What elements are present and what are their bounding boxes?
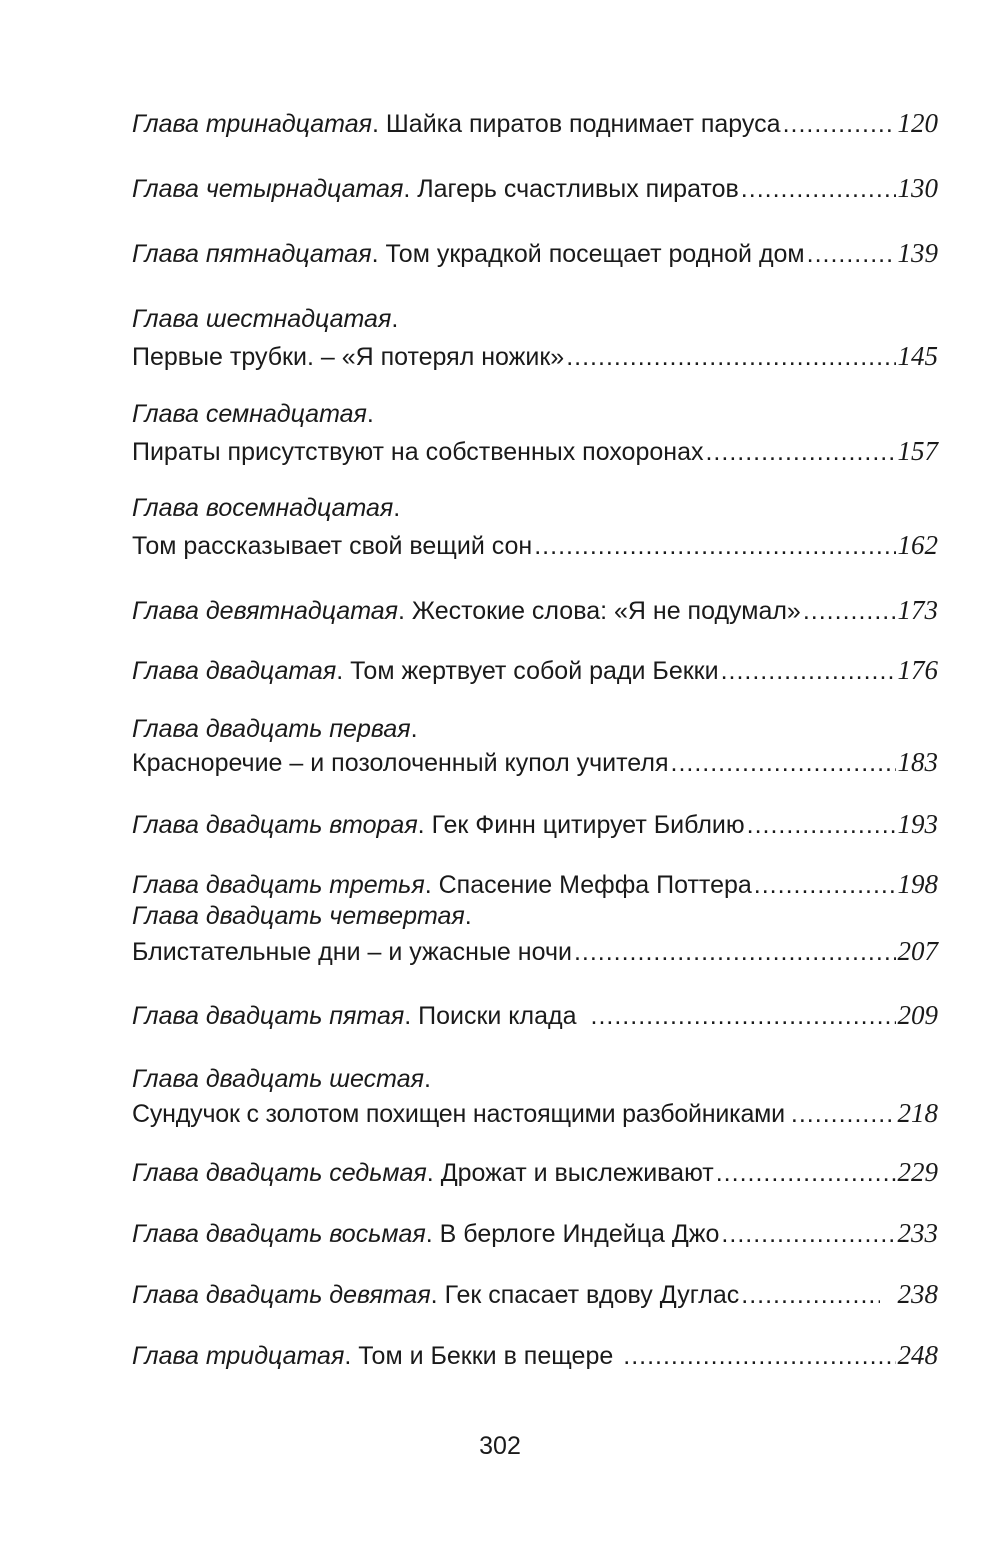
- toc-line: [132, 901, 938, 931]
- toc-line: [132, 655, 938, 685]
- toc-entry: [132, 1064, 938, 1128]
- chapter-label: Глава двадцатая: [132, 657, 337, 685]
- chapter-label: Глава четырнадцатая: [132, 175, 404, 203]
- chapter-label: Глава двадцать первая: [132, 715, 411, 743]
- page-ref: 233: [897, 1218, 938, 1248]
- toc-line: [132, 1218, 938, 1248]
- toc-entry: [132, 1000, 938, 1030]
- chapter-title: Пираты присутствуют на собственных похоронах: [132, 438, 704, 466]
- chapter-title: Поиски клада: [418, 1002, 577, 1030]
- chapter-title: Жестокие слова: «Я не подумал»: [411, 597, 801, 625]
- page-ref: 145: [897, 341, 938, 371]
- toc-entry: [132, 1218, 938, 1248]
- separator: .: [424, 871, 439, 899]
- page-ref: 176: [897, 655, 938, 685]
- page-ref: 173: [897, 595, 938, 625]
- toc-line: [132, 1279, 938, 1309]
- page-ref: 229: [897, 1157, 938, 1187]
- toc-line: [132, 238, 938, 268]
- dot-leader: [721, 656, 896, 686]
- toc-entry: [132, 655, 938, 685]
- page-ref: 248: [897, 1340, 938, 1370]
- page-ref: 162: [897, 530, 938, 560]
- separator: .: [371, 240, 386, 268]
- toc-line: [132, 436, 938, 466]
- toc-entry: [132, 595, 938, 625]
- chapter-title: Том рассказывает свой вещий сон: [132, 532, 533, 560]
- chapter-label: Глава шестнадцатая: [132, 305, 392, 333]
- toc-entry: [132, 304, 938, 371]
- page-ref: 183: [897, 747, 938, 777]
- dot-leader: [623, 1341, 895, 1371]
- toc-line: [132, 173, 938, 203]
- page-ref: 209: [897, 1000, 938, 1030]
- toc-entry: [132, 1279, 938, 1309]
- dot-leader: [671, 748, 896, 778]
- toc-line: [132, 304, 938, 334]
- page-ref: 207: [897, 936, 938, 966]
- chapter-label: Глава двадцать вторая: [132, 811, 418, 839]
- page-ref: 238: [897, 1279, 938, 1309]
- chapter-title: Шайка пиратов поднимает паруса: [385, 110, 781, 138]
- chapter-label: Глава тринадцатая: [132, 110, 372, 138]
- toc-line: [132, 714, 938, 744]
- page-ref: 193: [897, 809, 938, 839]
- toc-entry: [132, 238, 938, 268]
- dot-leader: [791, 1099, 896, 1129]
- separator: .: [398, 597, 412, 625]
- chapter-label: Глава двадцать пятая: [132, 1002, 405, 1030]
- toc-entry: [132, 901, 938, 966]
- separator: .: [426, 1159, 441, 1187]
- separator: .: [423, 1065, 431, 1093]
- chapter-label: Глава тридцатая: [132, 1342, 345, 1370]
- separator: .: [336, 657, 351, 685]
- toc-entry: [132, 1340, 938, 1370]
- toc-entry: [132, 869, 938, 899]
- separator: .: [366, 400, 374, 428]
- dot-leader: [705, 437, 895, 467]
- chapter-title: Дрожат и выслеживают: [440, 1159, 714, 1187]
- dot-leader: [741, 1280, 879, 1310]
- separator: .: [403, 175, 418, 203]
- toc-line: [132, 1064, 938, 1094]
- chapter-title: Красноречие – и позолоченный купол учителя: [132, 749, 669, 777]
- dot-leader: [721, 1219, 895, 1249]
- chapter-label: Глава двадцать седьмая: [132, 1159, 427, 1187]
- chapter-title: В берлоге Индейца Джо: [439, 1220, 720, 1248]
- dot-leader: [747, 810, 896, 840]
- dot-leader: [566, 342, 895, 372]
- dot-leader: [534, 531, 895, 561]
- dot-leader: [591, 1001, 896, 1031]
- chapter-title: Гек спасает вдову Дуглас: [444, 1281, 740, 1309]
- chapter-title: Спасение Меффа Поттера: [438, 871, 752, 899]
- chapter-title: Сундучок с золотом похищен настоящими разбойниками: [132, 1100, 785, 1128]
- toc-line: [132, 936, 938, 966]
- separator: .: [391, 305, 399, 333]
- dot-leader: [741, 174, 896, 204]
- chapter-label: Глава пятнадцатая: [132, 240, 372, 268]
- chapter-title: Первые трубки. – «Я потерял ножик»: [132, 343, 565, 371]
- toc-line: [132, 1098, 938, 1128]
- chapter-title: Том украдкой посещает родной дом: [385, 240, 805, 268]
- dot-leader: [574, 937, 896, 967]
- page-ref: 139: [897, 238, 938, 268]
- toc-entry: [132, 108, 938, 138]
- toc-entry: [132, 173, 938, 203]
- toc-line: [132, 747, 938, 777]
- chapter-title: Блистательные дни – и ужасные ночи: [132, 938, 572, 966]
- separator: .: [430, 1281, 445, 1309]
- chapter-label: Глава двадцать третья: [132, 871, 425, 899]
- dot-leader: [716, 1158, 896, 1188]
- toc-line: [132, 869, 938, 899]
- chapter-label: Глава двадцать восьмая: [132, 1220, 426, 1248]
- page-ref: 198: [897, 869, 938, 899]
- toc-line: [132, 399, 938, 429]
- toc-line: [132, 595, 938, 625]
- chapter-title: Лагерь счастливых пиратов: [417, 175, 739, 203]
- page-ref: 218: [897, 1098, 938, 1128]
- toc-line: [132, 341, 938, 371]
- chapter-label: Глава девятнадцатая: [132, 597, 399, 625]
- toc-entry: [132, 809, 938, 839]
- page-ref: 120: [897, 108, 938, 138]
- page-ref: 157: [897, 436, 938, 466]
- dot-leader: [783, 109, 896, 139]
- toc-line: [132, 1157, 938, 1187]
- chapter-label: Глава восемнадцатая: [132, 494, 394, 522]
- chapter-label: Глава двадцать девятая: [132, 1281, 431, 1309]
- chapter-title: Гек Финн цитирует Библию: [431, 811, 745, 839]
- separator: .: [371, 110, 386, 138]
- chapter-title: Том жертвует собой ради Бекки: [350, 657, 719, 685]
- separator: .: [425, 1220, 440, 1248]
- toc-line: [132, 493, 938, 523]
- separator: .: [404, 1002, 419, 1030]
- chapter-label: Глава двадцать четвертая: [132, 902, 465, 930]
- chapter-label: Глава двадцать шестая: [132, 1065, 424, 1093]
- dot-leader: [754, 870, 896, 900]
- dot-leader: [803, 596, 896, 626]
- separator: .: [410, 715, 418, 743]
- separator: .: [464, 902, 472, 930]
- toc-line: [132, 809, 938, 839]
- toc-line: [132, 530, 938, 560]
- separator: .: [417, 811, 432, 839]
- chapter-label: Глава семнадцатая: [132, 400, 367, 428]
- chapter-title: Том и Бекки в пещере: [358, 1342, 614, 1370]
- toc-entry: [132, 493, 938, 560]
- toc-entry: [132, 399, 938, 466]
- toc-line: [132, 108, 938, 138]
- dot-leader: [807, 239, 896, 269]
- toc-line: [132, 1340, 938, 1370]
- page-ref: 130: [897, 173, 938, 203]
- separator: .: [344, 1342, 359, 1370]
- toc-entry: [132, 1157, 938, 1187]
- toc-line: [132, 1000, 938, 1030]
- separator: .: [393, 494, 401, 522]
- toc-entry: [132, 714, 938, 777]
- page-number: 302: [479, 1432, 521, 1460]
